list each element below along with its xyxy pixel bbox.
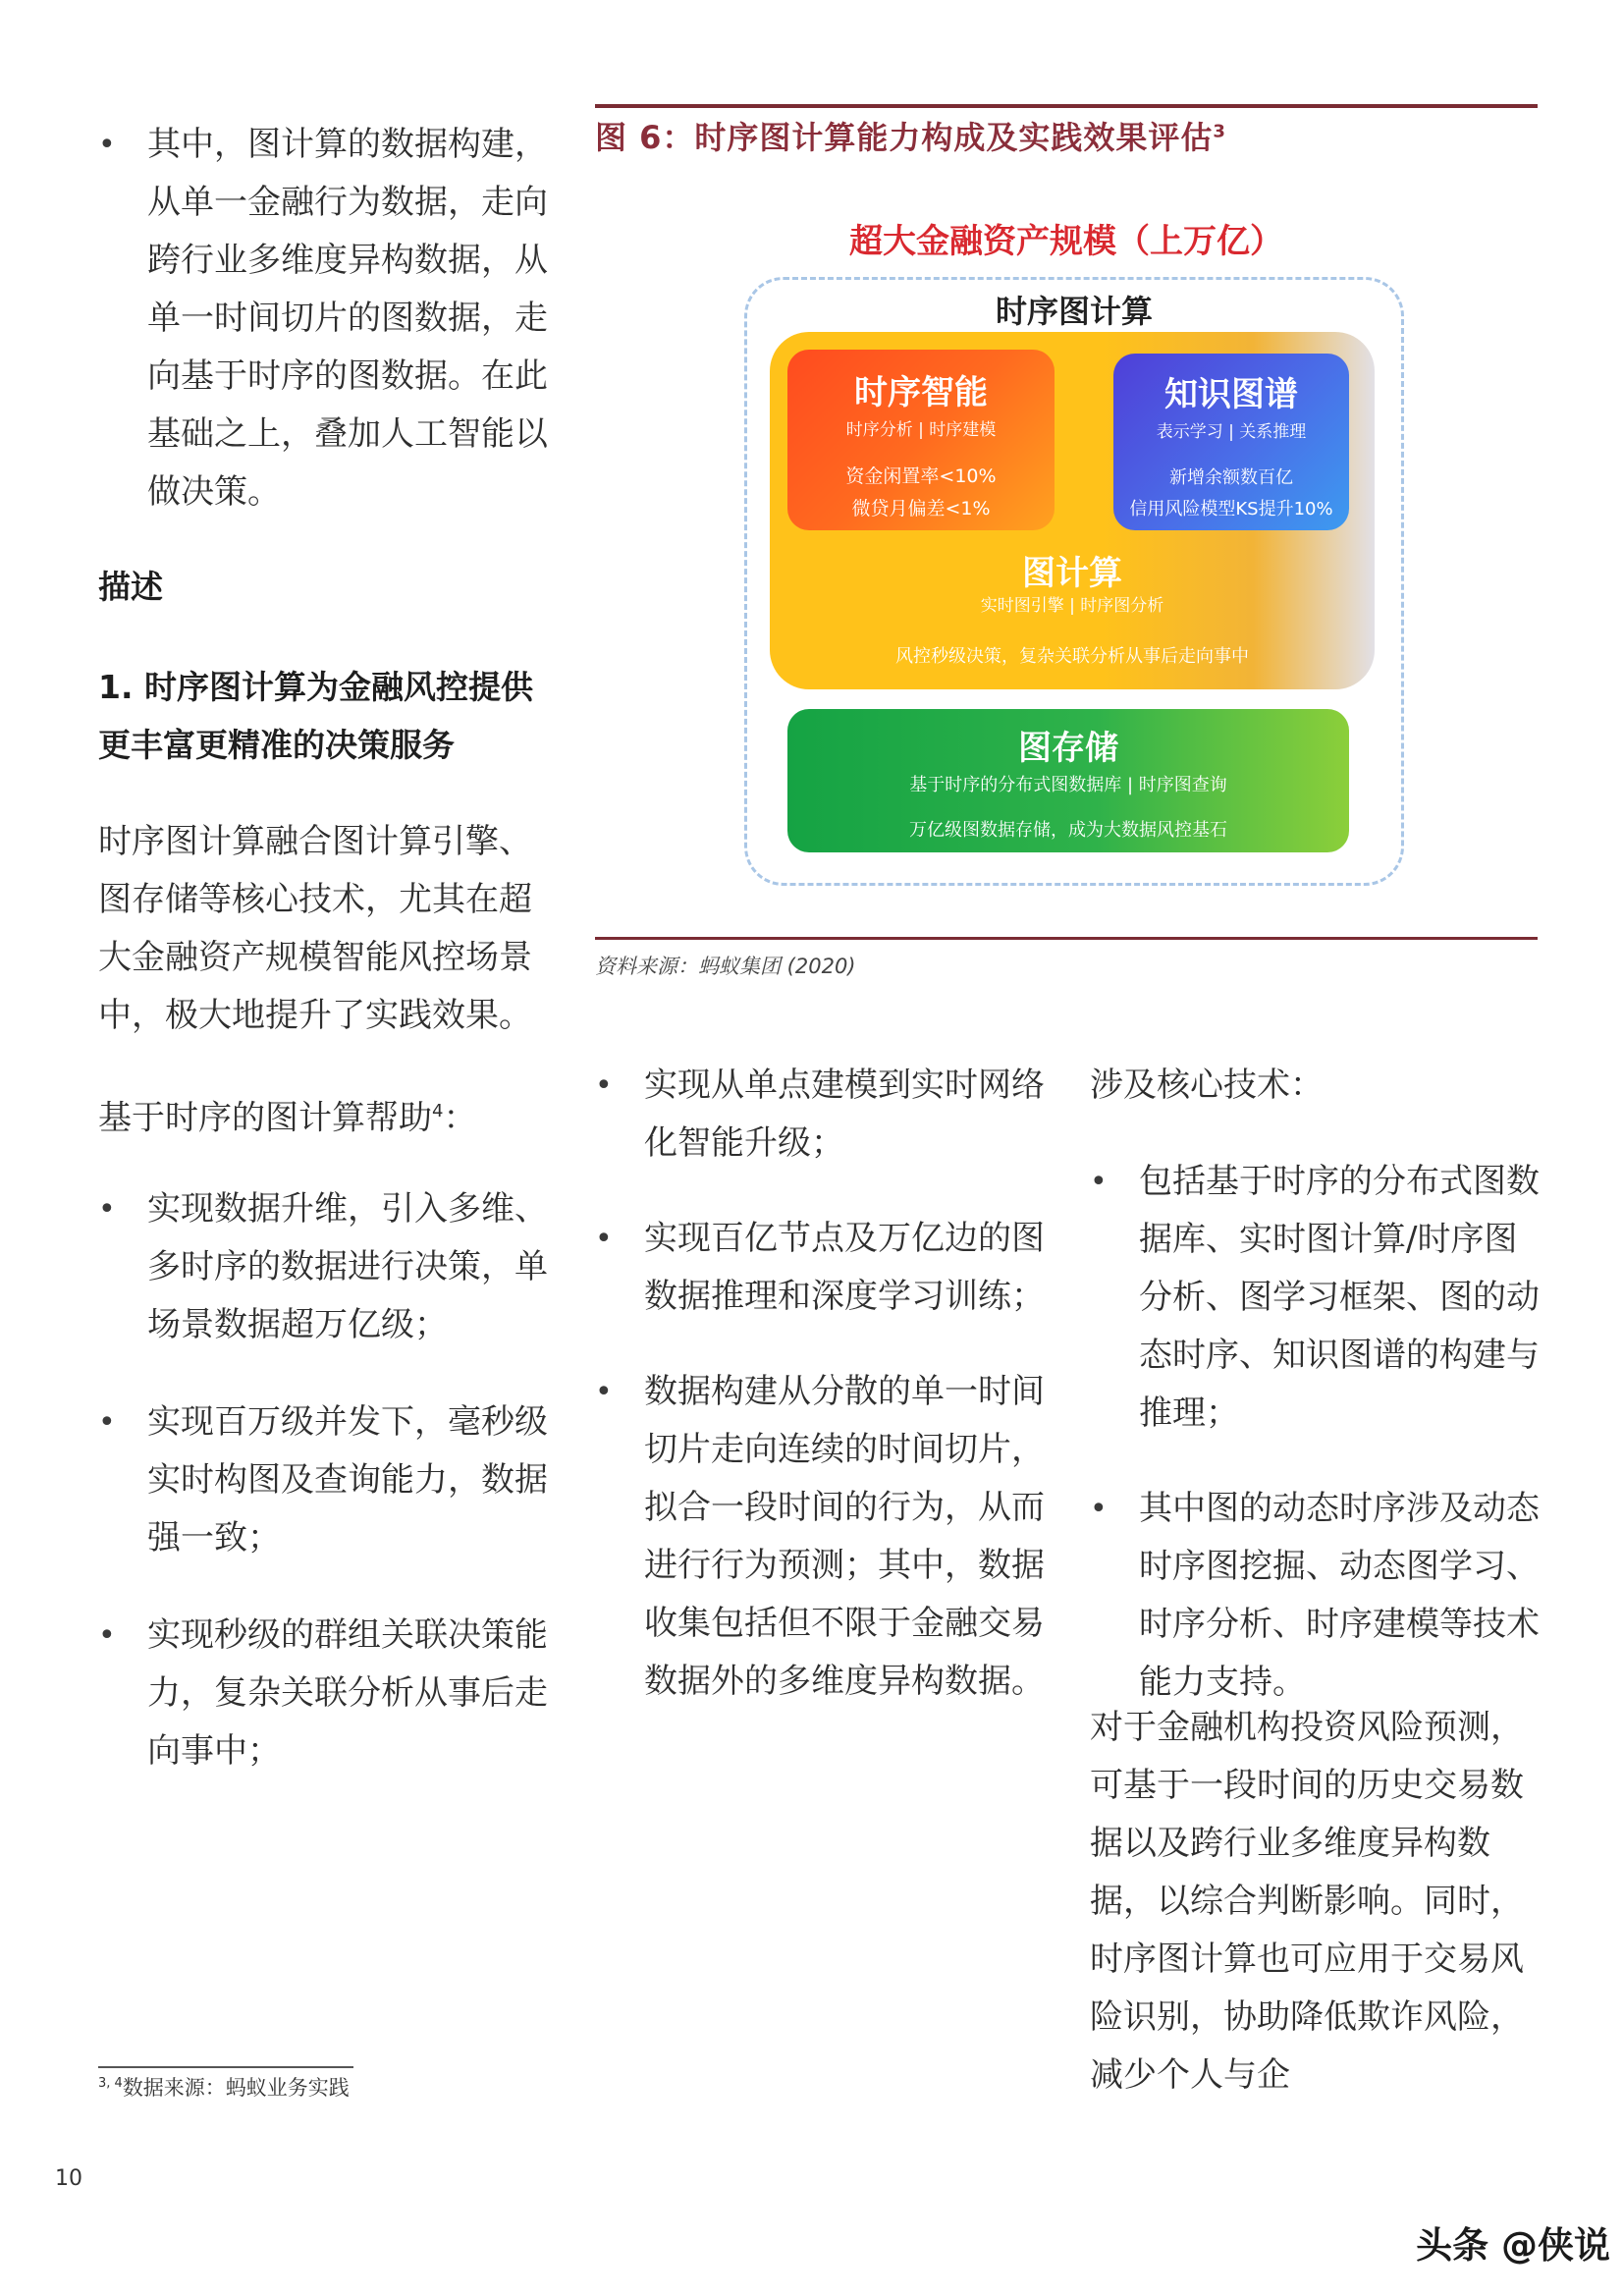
footnote-rule <box>98 2066 353 2068</box>
figure-title-text: 图 6：时序图计算能力构成及实践效果评估 <box>595 119 1214 156</box>
graph-compute-title: 图计算 <box>1022 554 1122 593</box>
footnote-marker: 3, 4 <box>98 2076 123 2091</box>
figure-bottom-rule <box>595 937 1538 940</box>
figure-footnote-ref: 3 <box>1213 121 1226 142</box>
left-bullet-list <box>98 1180 550 1780</box>
intro-bullet <box>98 116 550 521</box>
right-bullet-item <box>1090 1480 1542 1712</box>
left-paragraph-2-text: 基于时序的图计算帮助 <box>98 1098 432 1138</box>
diagram-frame-label: 时序图计算 <box>995 293 1153 330</box>
right-bullet-text: 其中图的动态时序涉及动态时序图挖掘、动态图学习、时序分析、时序建模等技术能力支持。 <box>1139 1489 1540 1702</box>
middle-column <box>595 1057 1056 1750</box>
graph-storage-metric: 万亿级图数据存储，成为大数据风控基石 <box>909 820 1227 841</box>
middle-bullet-text: 数据构建从分散的单一时间切片走向连续的时间切片，拟合一段时间的行为，从而进行行为预测；其中，数据收集包括但不限于金融交易数据外的多维度异构数据。 <box>644 1372 1045 1701</box>
footnote-text: 数据来源：蚂蚁业务实践 <box>122 2076 350 2100</box>
right-intro: 涉及核心技术： <box>1090 1066 1324 1105</box>
temporal-intelligence-title: 时序智能 <box>854 373 988 412</box>
temporal-intelligence-sub: 时序分析 | 时序建模 <box>845 420 997 440</box>
right-bullets <box>1090 1153 1542 1751</box>
footnote <box>98 2072 350 2102</box>
right-bullet-text: 包括基于时序的分布式图数据库、实时图计算/时序图分析、图学习框架、图的动态时序、知识图谱的构建与推理； <box>1139 1162 1540 1433</box>
left-paragraph-2-end: ： <box>443 1098 477 1138</box>
left-bullet-item <box>98 1394 550 1567</box>
middle-bullet-text: 实现从单点建模到实时网络化智能升级； <box>644 1066 1045 1163</box>
figure-top-rule <box>595 104 1538 108</box>
temporal-intelligence-metric-2: 微贷月偏差<1% <box>851 498 991 519</box>
graph-compute-metric: 风控秒级决策，复杂关联分析从事后走向事中 <box>895 646 1249 667</box>
knowledge-graph-sub: 表示学习 | 关系推理 <box>1156 422 1307 442</box>
temporal-intelligence-metric-1: 资金闲置率<10% <box>845 465 997 487</box>
left-column <box>98 116 550 561</box>
middle-bullet-text: 实现百亿节点及万亿边的图数据推理和深度学习训练； <box>644 1219 1045 1316</box>
left-paragraph-1: 时序图计算融合图计算引擎、图存储等核心技术，尤其在超大金融资产规模智能风控场景中，极大地提升了实践效果。 <box>98 822 532 1035</box>
intro-bullet-list <box>98 116 550 521</box>
right-bullet-list <box>1090 1153 1542 1712</box>
watermark: 头条 @侠说 <box>1416 2224 1610 2267</box>
right-paragraph: 对于金融机构投资风险预测，可基于一段时间的历史交易数据以及跨行业多维度异构数据，以综合判断影响。同时，时序图计算也可应用于交易风险识别，协助降低欺诈风险，减少个人与企 <box>1090 1708 1524 2095</box>
middle-bullet-item <box>595 1363 1056 1711</box>
left-bullet-text: 实现百万级并发下，毫秒级实时构图及查询能力，数据强一致； <box>147 1402 548 1558</box>
knowledge-graph-title: 知识图谱 <box>1164 375 1298 414</box>
knowledge-graph-metric-2: 信用风险模型KS提升10% <box>1129 499 1333 519</box>
graph-storage-block <box>787 709 1349 852</box>
middle-bullet-item <box>595 1057 1056 1173</box>
left-bullet-text: 实现数据升维，引入多维、多时序的数据进行决策，单场景数据超万亿级； <box>147 1189 548 1344</box>
left-bullet-item <box>98 1607 550 1780</box>
knowledge-graph-metric-1: 新增余额数百亿 <box>1169 467 1293 488</box>
left-bullet-text: 实现秒级的群组关联决策能力，复杂关联分析从事后走向事中； <box>147 1615 548 1771</box>
left-paragraph-2 <box>98 1082 550 1147</box>
section-label: 描述 <box>98 568 163 606</box>
right-bullet-item <box>1090 1153 1542 1443</box>
graph-compute-sub: 实时图引擎 | 时序图分析 <box>980 596 1164 616</box>
figure-top-label: 超大金融资产规模（上万亿） <box>849 222 1283 261</box>
intro-bullet-text: 其中，图计算的数据构建，从单一金融行为数据，走向跨行业多维度异构数据，从单一时间切片的图数据，走向基于时序的图数据。在此基础之上，叠加人工智能以做决策。 <box>147 125 548 512</box>
left-bullets <box>98 1180 550 1820</box>
graph-storage-sub: 基于时序的分布式图数据库 | 时序图查询 <box>909 775 1227 795</box>
footnote-ref-4: 4 <box>432 1101 444 1121</box>
graph-storage-title: 图存储 <box>1018 729 1118 768</box>
temporal-intelligence-block <box>787 350 1055 530</box>
middle-bullet-list <box>595 1057 1056 1711</box>
left-bullet-item <box>98 1180 550 1354</box>
figure-source: 资料来源：蚂蚁集团 (2020) <box>595 955 856 978</box>
section-heading: 1. 时序图计算为金融风控提供更丰富更精准的决策服务 <box>98 668 533 764</box>
knowledge-graph-block <box>1113 354 1349 530</box>
page-number: 10 <box>55 2166 82 2191</box>
figure-title <box>595 113 1538 158</box>
middle-bullet-item <box>595 1210 1056 1326</box>
